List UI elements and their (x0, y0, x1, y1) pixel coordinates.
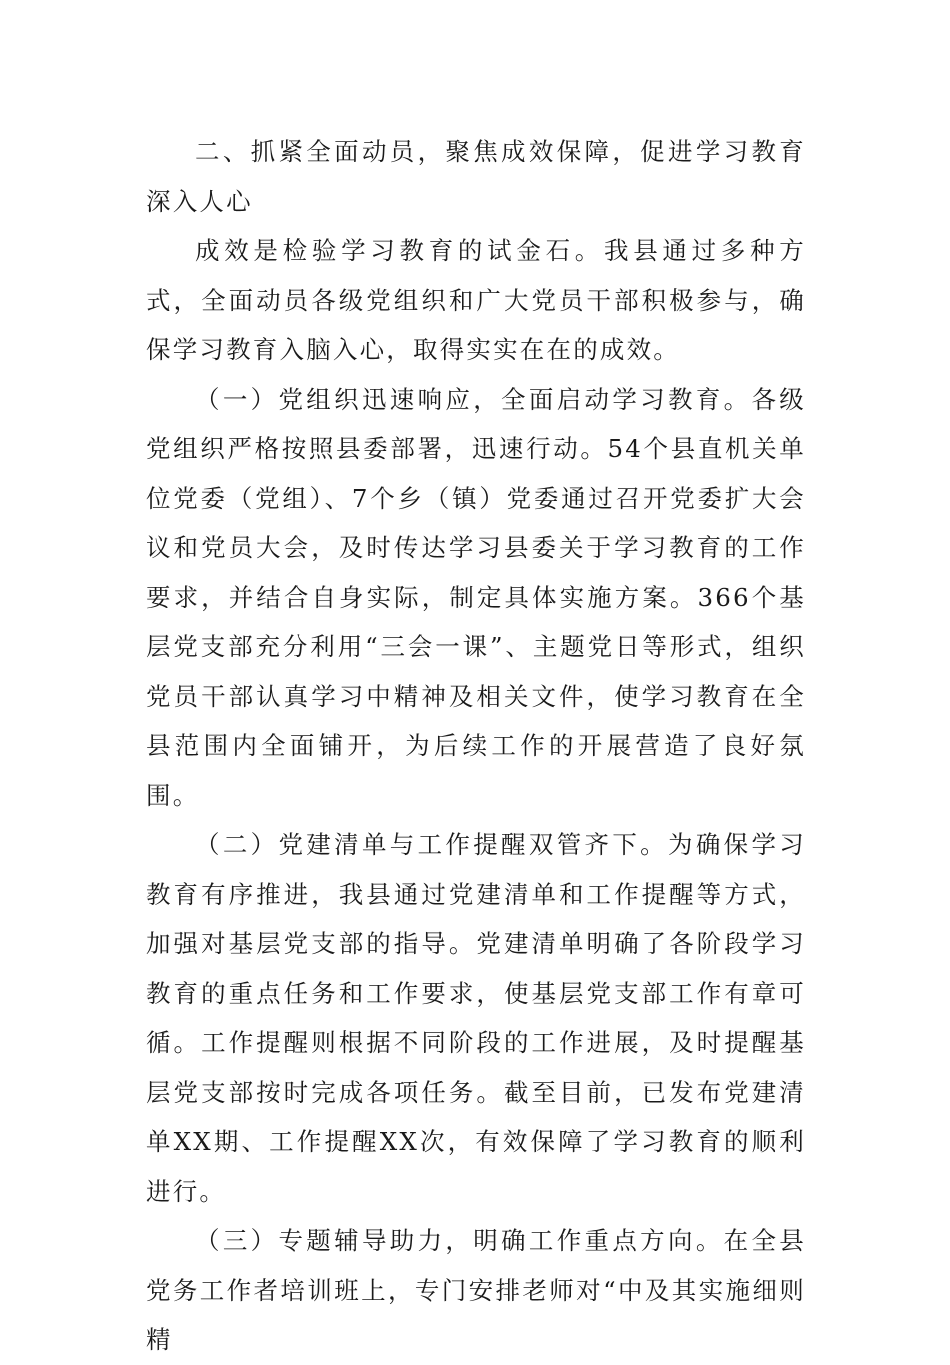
paragraph-item-1: （一）党组织迅速响应，全面启动学习教育。各级党组织严格按照县委部署，迅速行动。54个县直机关单位党委（党组）、7个乡（镇）党委通过召开党委扩大会议和党员大会，及时传达学习县委关于学习教育的工作要求，并结合自身实际，制定具体实施方案。366个基层党支部充分利用“三会一课”、主题党日等形式，组织党员干部认真学习中精神及相关文件，使学习教育在全县范围内全面铺开，为后续工作的开展营造了良好氛围。 (146, 384, 806, 810)
document-body (146, 127, 806, 1365)
paragraph-item-3: （三）专题辅导助力，明确工作重点方向。在全县党务工作者培训班上，专门安排老师对“中及其实施细则精 (146, 1226, 806, 1354)
section-heading: 二、抓紧全面动员，聚焦成效保障，促进学习教育深入人心 (146, 137, 806, 216)
intro-paragraph: 成效是检验学习教育的试金石。我县通过多种方式，全面动员各级党组织和广大党员干部积极参与，确保学习教育入脑入心，取得实实在在的成效。 (146, 236, 806, 364)
paragraph-item-2: （二）党建清单与工作提醒双管齐下。为确保学习教育有序推进，我县通过党建清单和工作提醒等方式，加强对基层党支部的指导。党建清单明确了各阶段学习教育的重点任务和工作要求，使基层党支部工作有章可循。工作提醒则根据不同阶段的工作进展，及时提醒基层党支部按时完成各项任务。截至目前，已发布党建清单XX期、工作提醒XX次，有效保障了学习教育的顺利进行。 (146, 830, 806, 1206)
